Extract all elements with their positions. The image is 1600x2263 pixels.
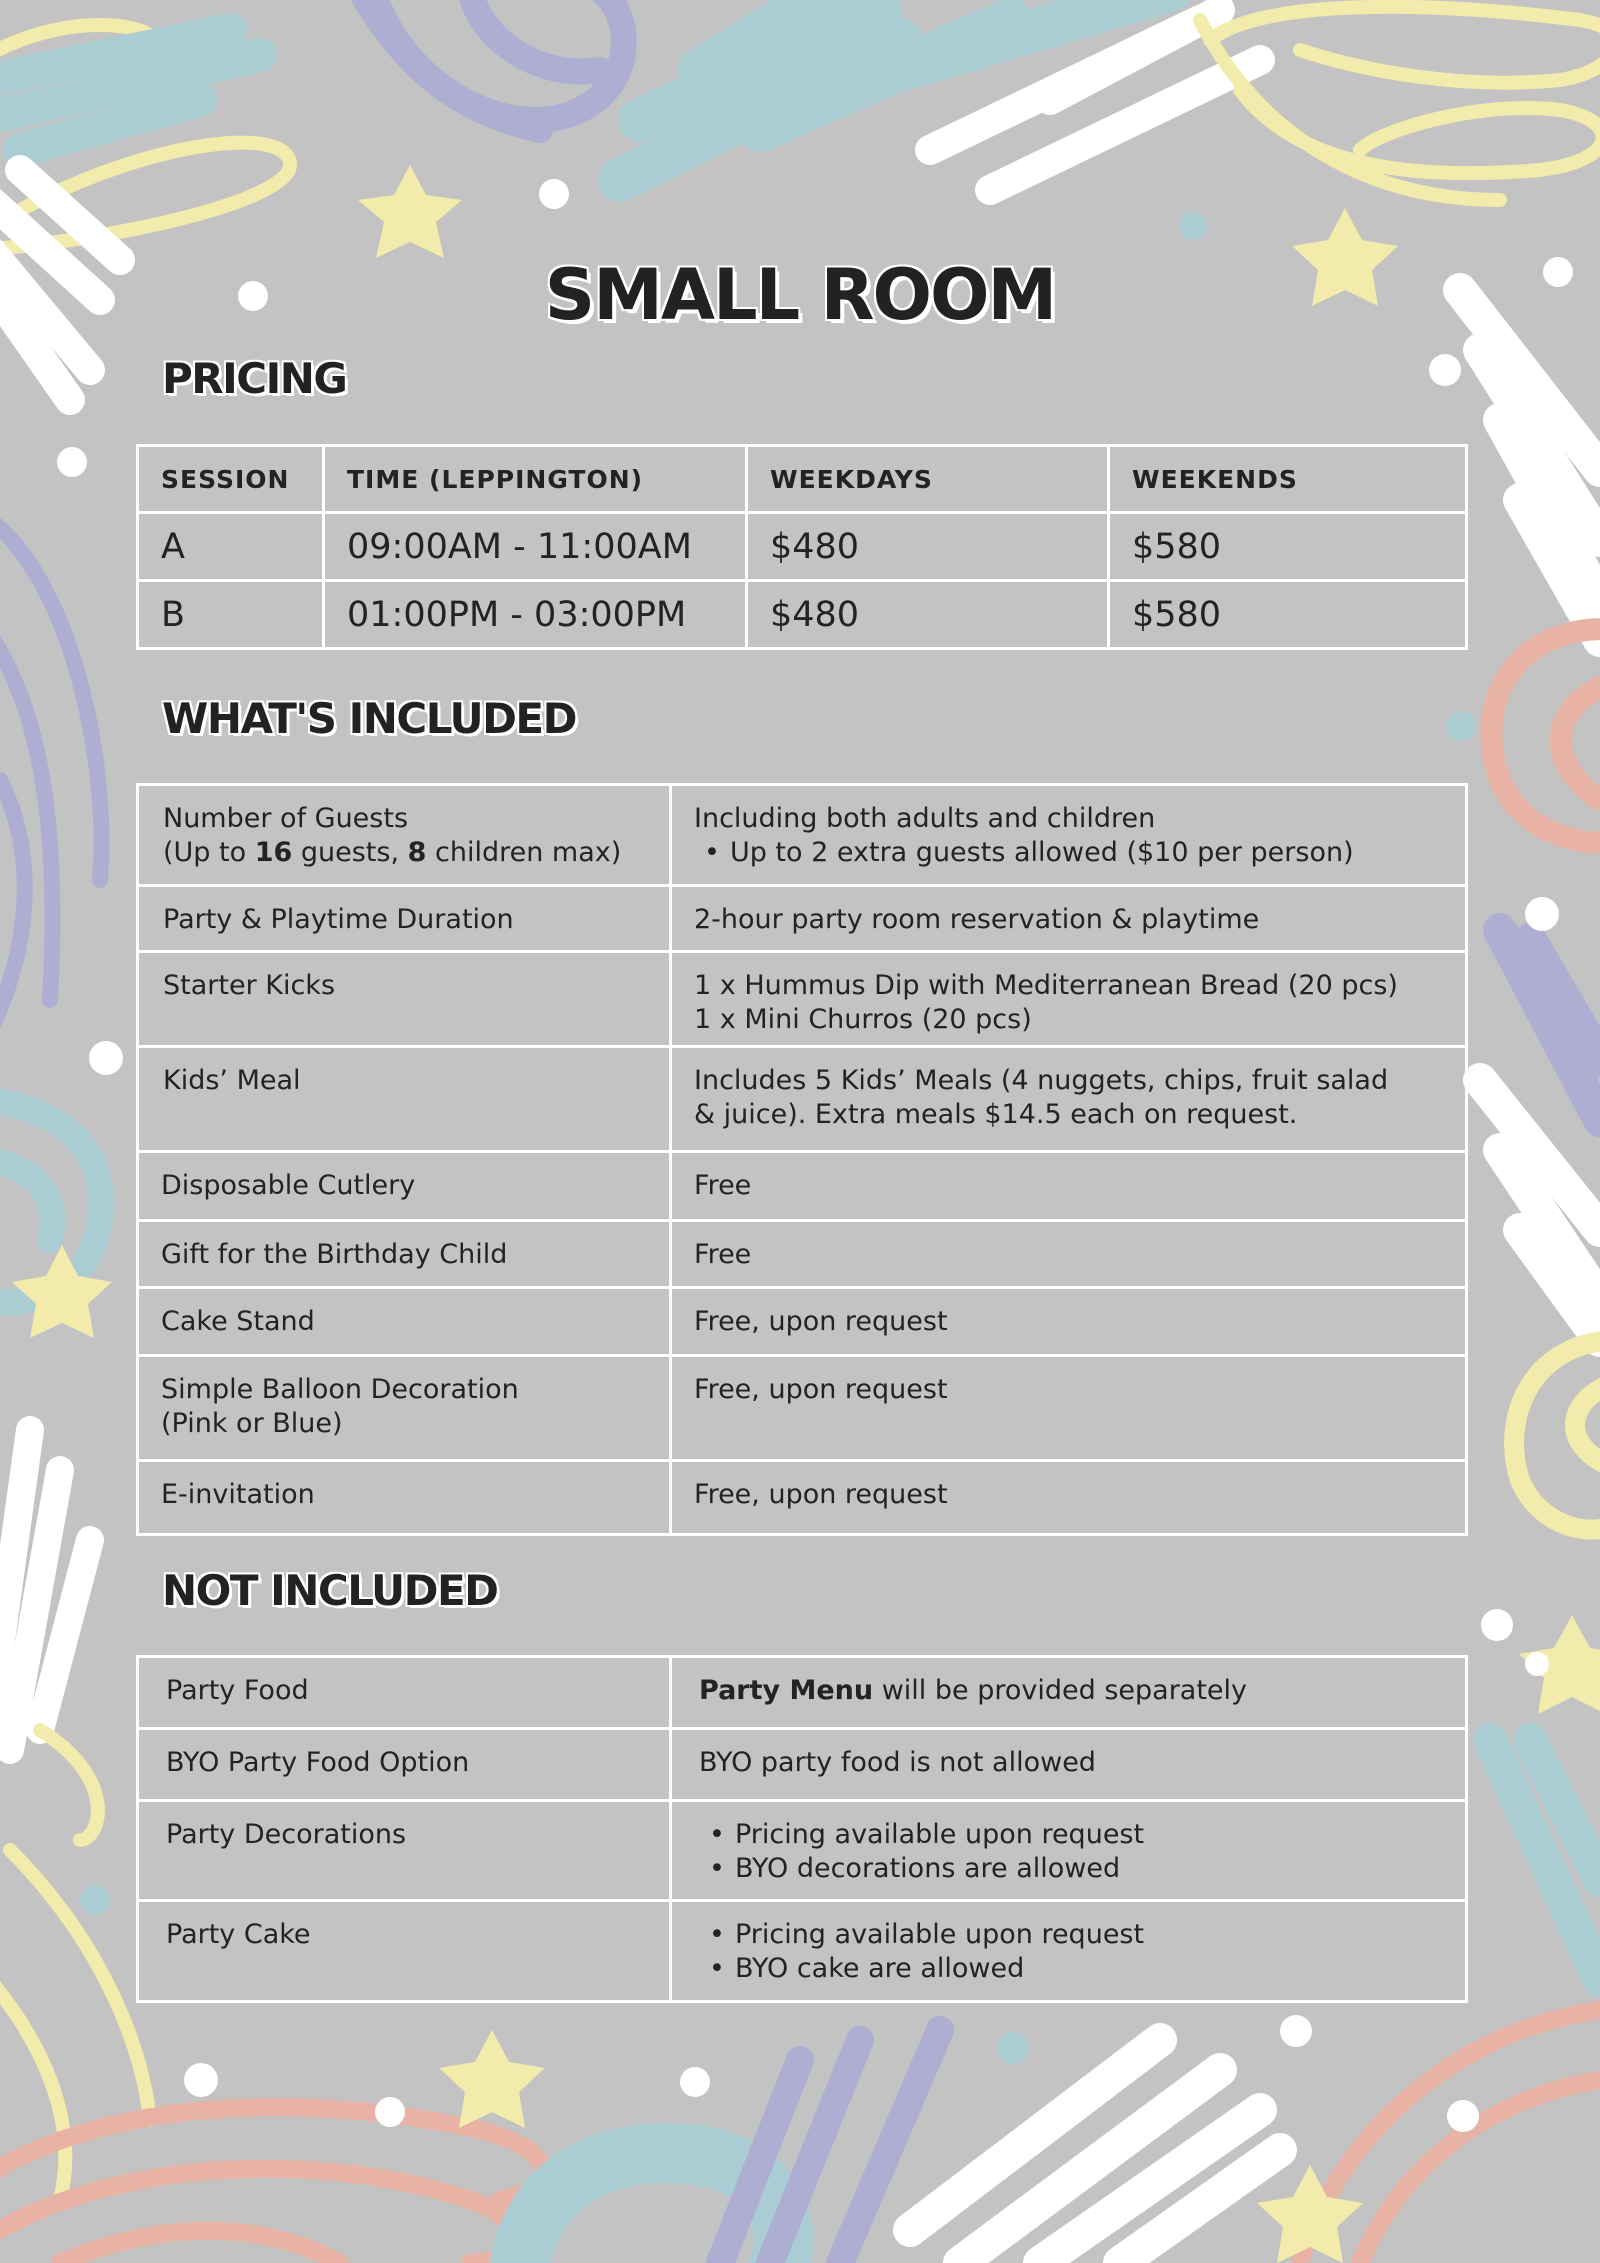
cake-bullets	[699, 1918, 1443, 1986]
kids-meal-detail: Includes 5 Kids’ Meals (4 nuggets, chips, fruit salad	[694, 1065, 1389, 1096]
cutlery-detail-cell: Free	[671, 1152, 1467, 1221]
cake-stand-detail-cell: Free, upon request	[671, 1288, 1467, 1356]
list-item: • BYO decorations are allowed	[699, 1852, 1443, 1886]
time-cell: 09:00AM - 11:00AM	[324, 513, 747, 581]
not-included-heading: NOT INCLUDED	[162, 1566, 498, 1615]
kids-meal-detail-cell	[671, 1047, 1467, 1152]
guests-bullets	[694, 836, 1443, 870]
starter-item: 1 x Mini Churros (20 pcs)	[694, 1004, 1032, 1035]
balloon-label-cell	[138, 1356, 671, 1461]
cake-label-cell: Party Cake	[138, 1901, 671, 2002]
duration-label-cell: Party & Playtime Duration	[138, 886, 671, 952]
party-menu-text: Party Menu	[699, 1675, 874, 1706]
pricing-header-row	[138, 446, 1467, 513]
guests-limit-text: children max)	[426, 837, 622, 868]
cake-stand-label-cell: Cake Stand	[138, 1288, 671, 1356]
session-cell: A	[138, 513, 324, 581]
duration-detail-cell: 2-hour party room reservation & playtime	[671, 886, 1467, 952]
weekday-price-cell: $480	[747, 581, 1109, 649]
max-guests-value: 16	[254, 837, 293, 868]
party-food-label-cell: Party Food	[138, 1657, 671, 1729]
table-row	[138, 1657, 1467, 1729]
guests-label: Number of Guests	[163, 803, 409, 834]
table-row	[138, 1356, 1467, 1461]
included-heading: WHAT'S INCLUDED	[162, 694, 576, 743]
guests-detail-cell	[671, 785, 1467, 886]
guests-limit	[163, 836, 647, 870]
balloon-label: (Pink or Blue)	[161, 1408, 343, 1439]
page-title: SMALL ROOM	[544, 254, 1056, 336]
list-item: • BYO cake are allowed	[699, 1952, 1443, 1986]
weekend-price-cell: $580	[1109, 513, 1467, 581]
table-row	[138, 1288, 1467, 1356]
table-row	[138, 1152, 1467, 1221]
time-cell: 01:00PM - 03:00PM	[324, 581, 747, 649]
table-row	[138, 952, 1467, 1047]
party-food-detail-cell	[671, 1657, 1467, 1729]
byo-food-detail-cell: BYO party food is not allowed	[671, 1729, 1467, 1801]
column-header-time: TIME (LEPPINGTON)	[324, 446, 747, 513]
invitation-label-cell: E-invitation	[138, 1461, 671, 1535]
session-cell: B	[138, 581, 324, 649]
table-row	[138, 1047, 1467, 1152]
guests-limit-text: (Up to	[163, 837, 255, 868]
balloon-label: Simple Balloon Decoration	[161, 1374, 519, 1405]
invitation-detail-cell: Free, upon request	[671, 1461, 1467, 1535]
starter-label-cell: Starter Kicks	[138, 952, 671, 1047]
included-table	[136, 783, 1468, 1536]
starter-item: 1 x Hummus Dip with Mediterranean Bread (20 pcs)	[694, 970, 1398, 1001]
decorations-bullets	[699, 1818, 1443, 1886]
table-row	[138, 1901, 1467, 2002]
table-row	[138, 886, 1467, 952]
table-row	[138, 1801, 1467, 1901]
decorations-detail-cell	[671, 1801, 1467, 1901]
table-row	[138, 1729, 1467, 1801]
column-header-weekdays: WEEKDAYS	[747, 446, 1109, 513]
kids-meal-detail: & juice). Extra meals $14.5 each on request.	[694, 1099, 1298, 1130]
not-included-table	[136, 1655, 1468, 2003]
party-food-detail: will be provided separately	[873, 1675, 1248, 1706]
column-header-session: SESSION	[138, 446, 324, 513]
table-row	[138, 1461, 1467, 1535]
list-item: • Pricing available upon request	[699, 1818, 1443, 1852]
pricing-heading: PRICING	[162, 354, 347, 403]
guests-limit-text: guests,	[292, 837, 408, 868]
table-row	[138, 1221, 1467, 1288]
cutlery-label-cell: Disposable Cutlery	[138, 1152, 671, 1221]
pricing-table	[136, 444, 1468, 650]
column-header-weekends: WEEKENDS	[1109, 446, 1467, 513]
table-row	[138, 785, 1467, 886]
guests-label-cell	[138, 785, 671, 886]
kids-meal-label-cell: Kids’ Meal	[138, 1047, 671, 1152]
list-item: • Pricing available upon request	[699, 1918, 1443, 1952]
weekend-price-cell: $580	[1109, 581, 1467, 649]
cake-detail-cell	[671, 1901, 1467, 2002]
guests-detail: Including both adults and children	[694, 803, 1156, 834]
table-row	[138, 581, 1467, 649]
weekday-price-cell: $480	[747, 513, 1109, 581]
max-children-value: 8	[407, 837, 427, 868]
gift-label-cell: Gift for the Birthday Child	[138, 1221, 671, 1288]
balloon-detail-cell: Free, upon request	[671, 1356, 1467, 1461]
starter-detail-cell	[671, 952, 1467, 1047]
decorations-label-cell: Party Decorations	[138, 1801, 671, 1901]
list-item: • Up to 2 extra guests allowed ($10 per person)	[694, 836, 1443, 870]
gift-detail-cell: Free	[671, 1221, 1467, 1288]
byo-food-label-cell: BYO Party Food Option	[138, 1729, 671, 1801]
table-row	[138, 513, 1467, 581]
